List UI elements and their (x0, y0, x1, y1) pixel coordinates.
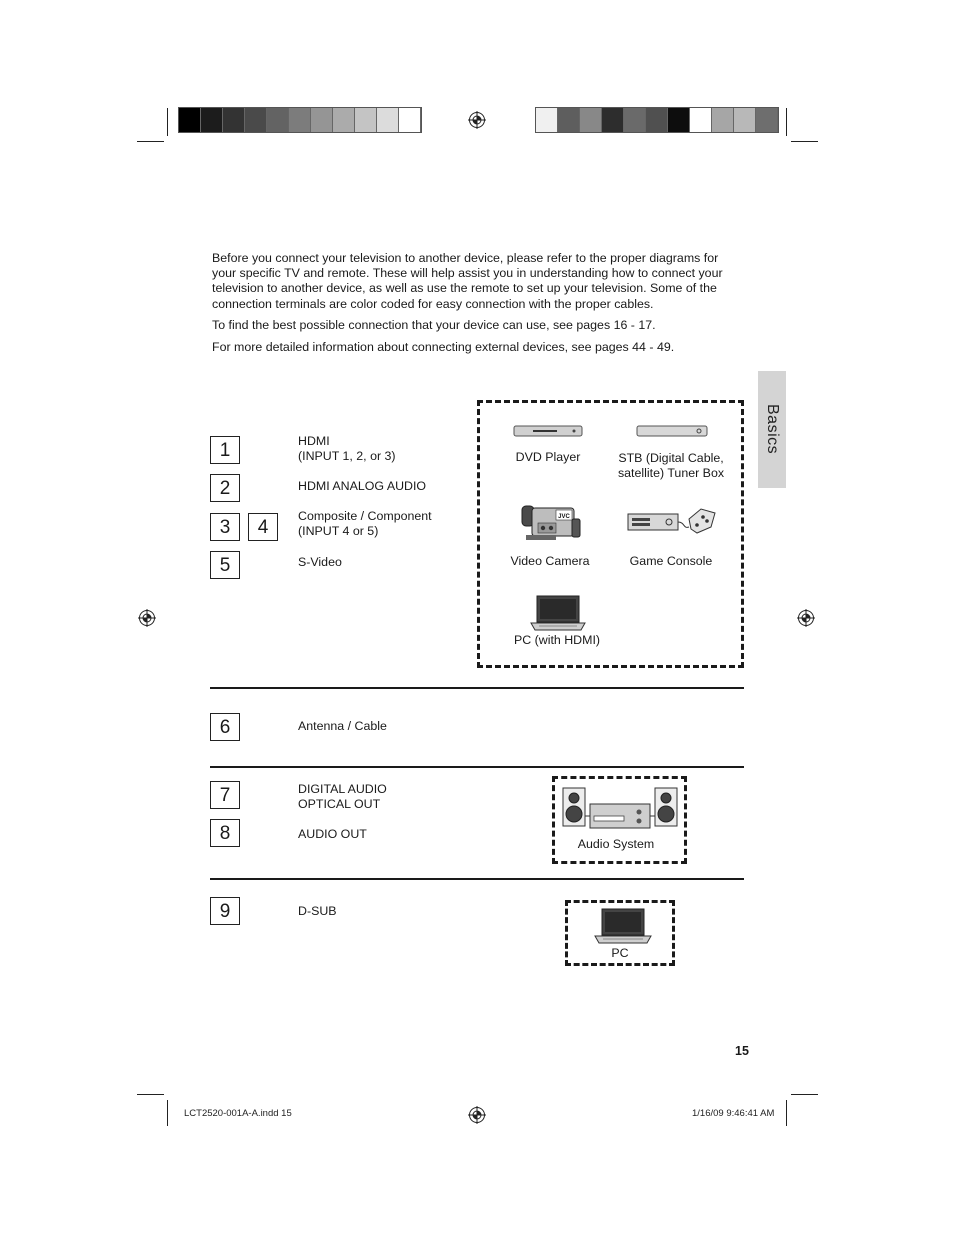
color-swatch (712, 108, 734, 132)
terminal-label-dsub: D-SUB (298, 904, 337, 918)
color-swatch (245, 108, 267, 132)
terminal-label-hdmi: HDMI (INPUT 1, 2, or 3) (298, 434, 396, 463)
color-swatch (179, 108, 201, 132)
stb-box-icon (636, 424, 708, 438)
crop-mark (791, 141, 818, 142)
terminal-number-badge: 1 (210, 436, 240, 464)
color-bar-right (535, 107, 779, 133)
color-swatch (311, 108, 333, 132)
color-swatch (602, 108, 624, 132)
color-swatch (580, 108, 602, 132)
dvd-player-icon (513, 424, 583, 438)
color-swatch (668, 108, 690, 132)
color-swatch (355, 108, 377, 132)
color-swatch (558, 108, 580, 132)
print-slug-file: LCT2520-001A-A.indd 15 (184, 1108, 292, 1119)
device-caption-pc: PC (611, 946, 629, 960)
intro-paragraph: For more detailed information about connecting external devices, see pages 44 - 49. (212, 340, 675, 354)
crop-mark (137, 141, 164, 142)
crop-mark (786, 1100, 787, 1126)
color-swatch (223, 108, 245, 132)
section-divider (210, 878, 744, 880)
color-swatch (377, 108, 399, 132)
device-caption-audio-system: Audio System (577, 837, 655, 851)
terminal-number-badge: 4 (248, 513, 278, 541)
device-caption-dvd: DVD Player (515, 450, 581, 464)
color-swatch (536, 108, 558, 132)
page-number: 15 (735, 1044, 749, 1058)
video-camera-icon (520, 503, 582, 543)
intro-paragraph: To find the best possible connection that your device can use, see pages 16 - 17. (212, 318, 656, 332)
section-tab-label: Basics (764, 404, 781, 455)
section-tab-basics (758, 371, 786, 488)
game-console-icon (627, 505, 717, 539)
color-swatch (690, 108, 712, 132)
svg-text:JVC: JVC (558, 514, 570, 520)
registration-mark-icon (468, 1106, 486, 1124)
terminal-number-badge: 3 (210, 513, 240, 541)
color-swatch (289, 108, 311, 132)
terminal-label-antenna: Antenna / Cable (298, 719, 387, 733)
laptop-icon (529, 594, 587, 632)
device-caption-pc-hdmi: PC (with HDMI) (513, 633, 601, 647)
color-swatch (399, 108, 421, 132)
audio-system-icon (561, 786, 679, 830)
color-swatch (624, 108, 646, 132)
terminal-label-audio-out: AUDIO OUT (298, 827, 367, 841)
color-bar-left (178, 107, 422, 133)
terminal-number-badge: 7 (210, 781, 240, 809)
color-swatch (756, 108, 778, 132)
crop-mark (137, 1094, 164, 1095)
crop-mark (167, 108, 168, 136)
terminal-number-badge: 6 (210, 713, 240, 741)
terminal-number-badge: 2 (210, 474, 240, 502)
color-swatch (333, 108, 355, 132)
registration-mark-icon (468, 111, 486, 129)
terminal-label-composite: Composite / Component (INPUT 4 or 5) (298, 509, 432, 538)
registration-mark-icon (138, 609, 156, 627)
terminal-number-badge: 5 (210, 551, 240, 579)
device-caption-video-camera: Video Camera (510, 554, 590, 568)
crop-mark (791, 1094, 818, 1095)
device-caption-stb: STB (Digital Cable, satellite) Tuner Box (617, 451, 725, 480)
intro-paragraph: Before you connect your television to another device, please refer to the proper diagrams for your specific TV and remote. These will help assist you in understanding how to connect your television to another device, as well as use the remote to set up your television. Some of the connection terminals are color coded for easy connection with the proper cables. (212, 251, 723, 311)
section-divider (210, 766, 744, 768)
color-swatch (734, 108, 756, 132)
terminal-number-badge: 9 (210, 897, 240, 925)
crop-mark (786, 108, 787, 136)
laptop-icon (593, 907, 653, 945)
terminal-label-digital-audio: DIGITAL AUDIO OPTICAL OUT (298, 782, 387, 811)
registration-mark-icon (797, 609, 815, 627)
color-swatch (201, 108, 223, 132)
terminal-label-hdmi-analog-audio: HDMI ANALOG AUDIO (298, 479, 427, 493)
crop-mark (167, 1100, 168, 1126)
color-swatch (267, 108, 289, 132)
terminal-number-badge: 8 (210, 819, 240, 847)
color-swatch (646, 108, 668, 132)
print-slug-date: 1/16/09 9:46:41 AM (692, 1108, 775, 1119)
terminal-label-svideo: S-Video (298, 555, 342, 569)
device-caption-game-console: Game Console (629, 554, 713, 568)
section-divider (210, 687, 744, 689)
